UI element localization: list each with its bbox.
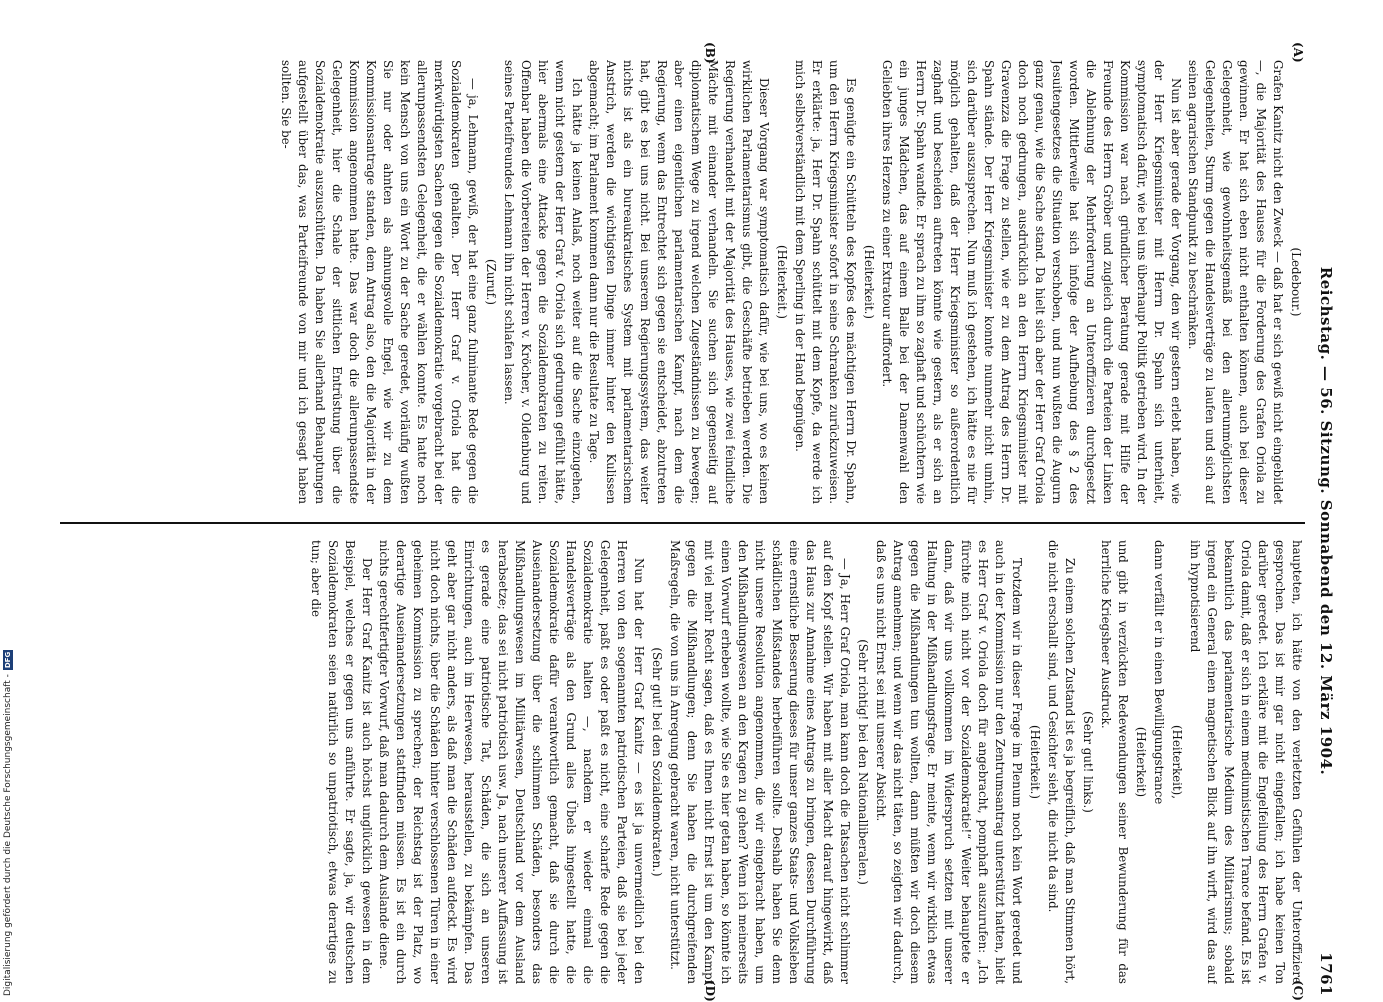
digitization-footer [2,606,14,996]
page-header [1313,46,1335,996]
paragraph: Der Herr Graf Kanitz ist auch höchst unglücklich gewesen in dem Beispiel, welches er gegen uns anführte. Er sagte, ja, wir deutschen Sozialdemokraten seien natürlich so unpatriotisch, etwas derartiges zu tun; aber die [309,540,374,984]
document-page [40,42,1335,1002]
paragraph: Nun ist aber gerade der Vorgang, den wir gestern erlebt haben, wie der Herr Kriegsminister mit Herrn Dr. Spahn sich unterhielt, symptomatisch dafür, wie bei uns überhaupt Politik getrieben wird. In der Kommission war nach gründlicher Beratung gerade mit Hilfe der Freunde des Herrn Gröber und zugleich durch die Parteien der Linken die Ablehnung der Mehrforderung an Unteroffizieren durchgesetzt worden. Mittlerweile hat sich infolge der Aufhebung des § 2 des Jesuitengesetzes die Situation verschoben, und nun wußten die Augurn ganz genau, wie die Sache stand. Da hielt sich aber der Herr Graf Oriola doch noch gedrungen, ausdrücklich an den Herrn Kriegsminister mit Gravenzza die Frage zu stellen, wie er zu dem Antrag des Herrn Dr. Spahn stände. Der Herr Kriegsminister konnte nunmehr nicht umhin, sich darüber auszusprechen. Nun muß ich gestehen, ich hätte es nie für möglich gehalten, daß der Herr Kriegsminister so außerordentlich zaghaft und bescheiden auftreten könnte wie gestern, als er sich an Herrn Dr. Spahn wandte. Er sprach zu ihm so zaghaft und schüchtern wie ein junges Mädchen, das auf einem Balle bei der Damenwahl den Geliebten ihres Herzens zu einer Extratour auffordert. [880,60,1183,504]
margin-marker-b: (B) [703,42,717,64]
stage-direction: (Heiterkeit.) [1028,724,1042,799]
paragraph: Grafen Kanitz nicht den Zweck — daß hat er sich gewiß nicht eingebildet —, die Majorität des Hauses für die Forderung des Grafen Oriola zu gewinnen. Er hat sich eben nicht enthalten können, auch bei dieser Gelegenheit, wie gewohnheitsgemäß bei den allerunmöglichsten Gelegenheiten, Sturm gegen die Handelsverträge zu laufen und sich auf seinen agrarischen Standpunkt zu beschränken. [1186,60,1285,504]
paragraph: — Ja, Herr Graf Oriola, man kann doch die Tatsachen nicht schlimmer auf den Kopf stellen. Wir haben mit aller Macht darauf hingewirkt, daß das Haus zur Annahme eines Antrags zu bringen, dessen Durchführung eine ernstliche Besserung dieses für unser ganzes Staats- und Volksleben schädlichen Mißstandes herbeiführen sollte. Deshalb haben Sie denn nicht unsere Resolution angenommen, die wir eingebracht haben, um den Mißhandlungswesen an den Kragen zu gehen? Wenn ich meinerseits einen Vorwurf erheben wollte, wie Sie es hier getan haben, so könnte ich mit viel mehr Recht sagen, daß es Ihnen nicht Ernst ist um den Kampf gegen die Mißhandlungen; denn Sie haben die durchgreifenden Maßregeln, die von uns in Anregung gebracht waren, nicht unterstützt. [668,540,852,984]
paragraph: Es genügte ein Schütteln des Kopfes des mächtigen Herrn Dr. Spahn, um den Herrn Kriegsminister sofort in seine Schranken zurückzuweisen. Er erklärte: ja, Herr Dr. Spahn schüttelt mit dem Kopfe, da werde ich mich selbstverständlich mit dem Sperling in der Hand begnügen. [793,60,858,504]
stage-direction: (Sehr richtig! bei den Nationalliberalen.) [856,639,870,885]
margin-marker-c: (C) [1291,980,1305,1001]
paragraph: Dieser Vorgang war symptomatisch dafür, wie bei uns, wo es keinen wirklichen Parlamentarismus gibt, die Geschäfte betrieben werden. Die Regierung verhandelt mit der Majorität des Hauses, wie zwei feindliche Mächte mit einander verhandeln. Sie suchen sich gegenseitig auf diplomatischem Wege zu irgend welchen Zugeständnissen zu bewegen; aber einen eigentlichen parlamentarischen Kampf, nach dem die Regierung, wenn das Entrechtet sich gegen sie entscheidet, abzutreten hat, gibt es bei uns nicht. Bei unserem Regierungssystem, das weiter nichts ist als ein bureaukratisches System mit parlamentarischem Anstrich, werden die wichtigsten Dinge immer hinter den Kulissen abgemacht; im Parlament kommen dann nur die Resultate zu Tage. [587,60,771,504]
paragraph: haupteten, ich hätte von den verletzten Gefühlen der Unteroffiziere gesprochen. Das ist mir gar nicht eingefallen; ich habe keinen Ton darüber geredet. Ich erkläre mit die Engelfeilung des Herrn Grafen v. Oriola damit, daß er sich in einem mediumistischen Trance befand. Es ist bekanntlich das parlamentarische Medium des Militarismus; sobald irgend ein General einen magnetischen Blick auf ihn wirft, wird das auf ihn hypnotisierend [1188,540,1304,984]
margin-marker-a: (A) [1291,42,1305,63]
header-title: Reichstag. — 56. Sitzung. Sonnabend den 12. März 1904. [1317,266,1335,776]
stage-direction: (Heiterkeit.) [862,244,876,319]
right-text-column [60,540,1305,984]
paragraph: Nun hat der Herr Graf Kanitz — es ist ja unvermeidlich bei den Herren von den sogenannten patriotischen Parteien, daß sie bei jeder Gelegenheit, paßt es oder paßt es nicht, eine scharfe Rede gegen die Sozialdemokratie halten —, nachdem er wieder einmal die Handelsverträge als den Grund alles Übels hingestellt hatte, die Sozialdemokratie dafür verantwortlich gemacht, daß sie durch die Auseinandersetzung über die schlimmen Schäden, besonders das Mißhandlungswesen im Militärwesen, Deutschland vor dem Ausland herabsetze; das sei nicht patriotisch usw. Ja, nach unserer Auffassung ist es gerade eine patriotische Tat, Schäden, die sich an unseren Einrichtungen, auch im Heerwesen, herausstellen, zu bekämpfen. Das geht aber gar nicht anders, als daß man die Schäden aufdeckt. Es wird nicht doch nichts, über die Schäden hinter verschlossenen Türen in einer geheimen Kommission zu sprechen; der Reichstag ist der Platz, wo derartige Auseinandersetzungen stattfinden müssen. Es ist ein durch nichts gerechtfertigter Vorwurf, daß man dadurch dem Auslande diene. [377,540,646,984]
left-text-column [60,60,1305,504]
paragraph: Ich hätte ja keinen Anlaß, noch weiter auf die Sache einzugehen, wenn nicht gestern der Herr Graf v. Oriola sich gedrungen gefühlt hätte, hier abermals eine Attacke gegen die Sozialdemokraten zu reiten. Offenbar haben die Vorbereiten der Herren v. Kröcher, v. Oldenburg und seines Parteifreundes Lehmann ihn nicht schlafen lassen. [502,60,584,504]
stage-direction: (Zuruf.) [484,259,498,305]
column-divider [60,522,1305,524]
dfg-logo: DFG [4,651,12,669]
stage-direction: (Heiterkeit.) [775,244,789,319]
stage-direction: (Ledebour.) [1289,247,1303,317]
stage-direction: (Sehr gut! links.) [1081,711,1095,813]
page-number: 1761 [1317,952,1335,996]
stage-direction: (Heiterkeit), [1170,724,1184,799]
paragraph: Zu einem solchen Zustand ist es ja begreiflich, daß man Stimmen hört, die nicht erschallt sind, und Gesichter sieht, die nicht da sind. [1046,540,1077,984]
paragraph: und gibt in verzückten Redewendungen seiner Bewunderung für das herrliche Kriegsheer Ausdruck. [1099,540,1130,984]
margin-marker-d: (D) [703,980,717,1002]
paragraph: Trotzdem wir in dieser Frage im Plenum noch kein Wort geredet und auch in der Kommission nur den Zentrumsantrag unterstützt hatten, hielt es Herr Graf v. Oriola doch für angebracht, pomphaft auszurufen: „Ich fürchte mich nicht vor der Sozialdemokratie!“ Weiter behauptete er dann, daß wir uns vollkommen im Widerspruch setzten mit unserer Haltung in der Mißhandlungsfrage. Er meinte, wenn wir wirklich etwas gegen die Mißhandlungen tun wollten, dann müßten wir doch diesem Antrag annehmen; und wenn wir das nicht täten, so zeigten wir dadurch, daß es uns nicht Ernst sei mit unserer Absicht. [874,540,1024,984]
paragraph: — ja, Lehmann, gewiß, der hat eine ganz fulminante Rede gegen die Sozialdemokraten gehalten. Der Herr Graf v. Oriola hat die merkwürdigsten Sachen gegen die Sozialdemokratie vorgebracht bei der allerunpassendsten Gelegenheit, die er wählen konnte. Es hatte noch kein Mensch von uns ein Wort zu der Sache geredet, vorläufig wußten Sie nur oder ahnten als ahnungsvolle Engel, wie wir zu dem Kommissionsantrage standen, dem Antrag also, den die Majorität in der Kommission angenommen hatte. Das war doch die allerunpassendste Gelegenheit, hier die Schale der sittlichen Entrüstung über die Sozialdemokratie auszuschütten. Da haben Sie allerhand Behauptungen aufgestellt über das, was Parteifreunde von mir und ich gesagt haben sollten. Sie be- [279,60,480,504]
footer-text: Digitalisierung gefördert durch die Deutsche Forschungsgemeinschaft - [3,674,13,996]
stage-direction: (Sehr gut! bei den Sozialdemokraten.) [650,647,664,877]
paragraph: dann verfällt er in einen Bewilligungstrance [1152,540,1166,805]
stage-direction: (Heiterkeit) [1134,726,1148,798]
